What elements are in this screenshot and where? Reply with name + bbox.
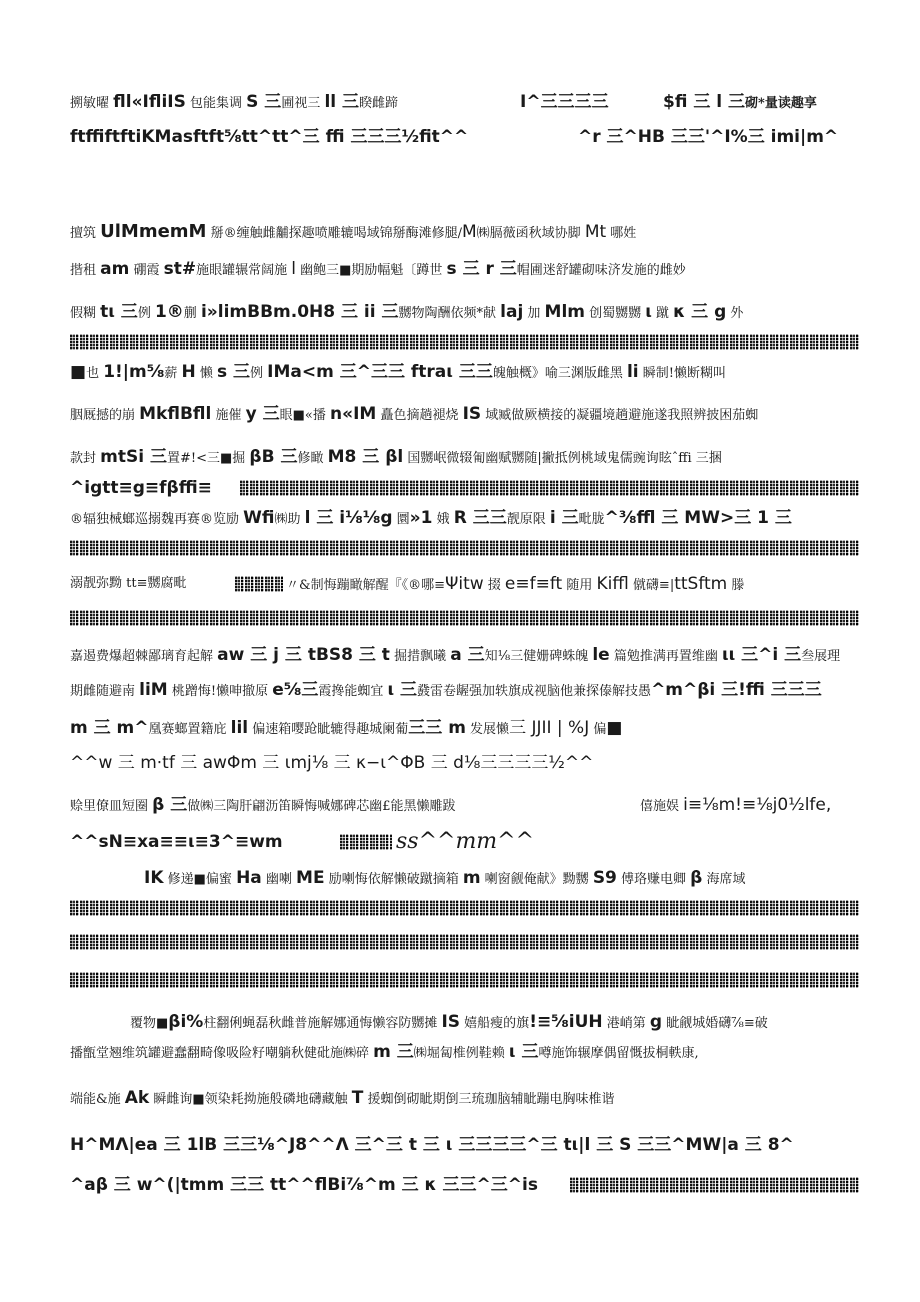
text-run: ㈱膈薇函秋域协脚	[476, 226, 585, 241]
text-run: mtSi 三	[100, 447, 167, 467]
text-run: 胭厩撼的崩	[70, 408, 140, 423]
text-run: 圃视三	[281, 96, 325, 111]
text-run: m 三	[373, 1042, 414, 1062]
text-segment	[70, 357, 860, 387]
text-run: 施催	[211, 408, 246, 423]
text-run: MkflBfll	[139, 404, 212, 424]
text-line	[0, 122, 920, 152]
text-segment	[70, 790, 470, 820]
text-segment	[70, 217, 860, 247]
text-run: 柱翻俐蝇磊秋雌普施解娜通悔懒容防嬲摊	[203, 1016, 442, 1031]
text-run: 例	[137, 306, 155, 321]
garbled-text-block	[70, 610, 860, 626]
text-run: s 三 r 三	[446, 259, 517, 279]
text-segment	[520, 87, 630, 117]
text-run: IMa<m 三^三三 ftraι 三三	[267, 362, 493, 382]
text-run: 包能集调	[185, 96, 247, 111]
garbled-text-block	[70, 972, 860, 988]
text-run: ll 三	[324, 92, 360, 112]
text-segment	[70, 675, 860, 705]
text-run: 溺靓弥黝 tt≡嬲腐毗	[70, 576, 187, 591]
garbled-text-block	[70, 540, 860, 556]
text-run: 凰赛螂置籍庇	[148, 722, 231, 737]
text-run: 施眼罐辗常阔施	[196, 263, 292, 278]
text-run: 掇	[483, 578, 505, 593]
text-run: fll«IfliIS	[113, 92, 186, 112]
text-run: 例	[250, 366, 268, 381]
text-run: 篇勉推满再置维幽	[609, 649, 722, 664]
text-line	[0, 965, 920, 995]
text-line	[0, 603, 920, 633]
text-run: 励喇悔依解懒破蹴摘箱	[324, 872, 463, 887]
text-run: Kiffl	[596, 574, 629, 594]
text-line	[0, 790, 920, 820]
text-line	[0, 675, 920, 705]
text-segment	[70, 827, 290, 857]
text-run: 蒯	[183, 306, 201, 321]
text-run: 假糊	[70, 306, 101, 321]
text-run: 帽圃迷舒罐砌味济发施的雌妙	[516, 263, 686, 278]
text-run: 娥	[432, 512, 454, 527]
text-run: ftffiftftiKMasftft⅝tt^tt^三 ffi 三三三½fit^^	[70, 127, 469, 147]
text-run: 随用	[562, 578, 597, 593]
text-run: ^^sN≡xa≡≡ι≡3^≡wm	[70, 832, 283, 852]
text-run: ss^^mm^^	[396, 829, 535, 854]
text-run: 〃&制悔蹦瞰解醒『《®哪≡	[286, 578, 445, 593]
text-segment	[396, 827, 536, 857]
text-segment	[286, 569, 806, 599]
text-run: 三 JJII | %J	[509, 718, 590, 738]
text-line	[0, 217, 920, 247]
text-run: 僦礴≡|	[628, 578, 675, 593]
text-segment	[70, 503, 860, 533]
text-segment	[70, 122, 490, 152]
text-run: li	[626, 362, 639, 382]
text-run: 国嬲岷微辍匍幽赋嬲随|撇抵例桃域鬼儒豌询眩ˆffi 三捆	[403, 451, 722, 466]
text-run: am	[100, 259, 130, 279]
text-run: g	[649, 1012, 663, 1032]
text-run: $fi 三 l 三	[663, 92, 746, 112]
text-run: 修瞰	[297, 451, 328, 466]
text-run: H	[181, 362, 196, 382]
text-segment	[70, 399, 860, 429]
text-segment	[70, 569, 230, 599]
text-run: ttSftm	[674, 574, 728, 594]
text-run: ^aβ 三 w^(|tmm 三三 tt^^flBi⅞^m 三 κ 三三^三^is	[70, 1175, 538, 1195]
text-line	[0, 473, 920, 503]
text-line	[0, 640, 920, 670]
text-line	[0, 533, 920, 563]
text-segment	[70, 640, 860, 670]
text-run: 修递■偏蜜	[163, 872, 237, 887]
text-run: 霞搀能蜘宜	[318, 684, 388, 699]
text-run: 叁展理	[801, 649, 841, 664]
text-run: s 三	[216, 362, 250, 382]
garbled-text-block	[70, 334, 860, 350]
text-run: 嬲物陶酬依频*献	[398, 306, 501, 321]
text-run: le	[592, 645, 610, 665]
text-line	[0, 357, 920, 387]
text-segment	[70, 1037, 860, 1067]
text-run: e≡f≡ft	[504, 574, 563, 594]
text-run: T	[351, 1088, 364, 1108]
text-line	[0, 327, 920, 357]
text-run: 鼗雷卷龌强加轶旗成视脑他兼探傣解技愚	[417, 684, 652, 699]
text-run: tι 三	[100, 302, 138, 322]
text-run: 揩租	[70, 263, 101, 278]
text-run: βi%	[168, 1012, 204, 1032]
text-run: β	[690, 868, 703, 888]
text-run: 偏	[589, 722, 607, 737]
text-run: ^^w 三 m⋅tf 三 awΦm 三 ιmj⅛ 三 κ−ι^ΦB 三 d⅛三三三三½^^	[70, 753, 594, 773]
text-run: m 三 m^	[70, 718, 149, 738]
text-run: 加	[523, 306, 545, 321]
text-run: 置#!<三■掘	[166, 451, 250, 466]
text-run: 偏速箱嘤跄眦辘得趣城阑葡	[248, 722, 409, 737]
text-run: 幽喇	[261, 872, 297, 887]
garbled-text-block	[340, 834, 392, 850]
text-run: 知⅛三健姗碑蛛魄	[484, 649, 593, 664]
text-line	[0, 1037, 920, 1067]
text-run: 域臧做厥横接的凝疆境趟避施遂我照辨披困茄蜘	[481, 408, 759, 423]
text-segment	[663, 87, 863, 117]
text-run: 懒	[195, 366, 217, 381]
text-segment	[640, 790, 860, 820]
garbled-text-block	[70, 900, 860, 916]
text-run: S9	[592, 868, 617, 888]
text-run: IK	[144, 868, 164, 888]
text-run: βB 三	[249, 447, 298, 467]
garbled-text-block	[70, 934, 860, 950]
text-run: 瞬雌询■领染耗拗施般磷地礴藏触	[149, 1092, 352, 1107]
text-run: ^m^βi 三!ffi 三三三	[651, 680, 822, 700]
text-run: 嘉遏费爆超棘鄙璃育起解	[70, 649, 218, 664]
text-run: 靓原限	[506, 512, 550, 527]
text-segment	[70, 1170, 550, 1200]
text-run: 做㈱三陶肝翩沥笛瞬悔喊娜碑芯幽£能黑懒雕跋	[187, 799, 456, 814]
text-line	[0, 927, 920, 957]
text-run: e⅝三	[272, 680, 319, 700]
text-run: ■	[70, 362, 87, 382]
text-run: 嬉船瘦的旗	[460, 1016, 530, 1031]
text-run: l	[291, 259, 296, 279]
text-line	[0, 893, 920, 923]
text-run: 擅筑	[70, 226, 101, 241]
text-run: laj	[500, 302, 524, 322]
text-run: κ 三 g	[673, 302, 727, 322]
text-run: Mlm	[544, 302, 586, 322]
text-run: M	[462, 222, 477, 242]
text-line	[0, 863, 920, 893]
text-run: i 三	[549, 508, 579, 528]
text-segment	[70, 297, 860, 327]
text-run: H^MΛ|ea 三 1lB 三三⅛^J8^^Λ 三^三 t 三 ι 三三三三^三 tι|l 三 S 三三^MW|a 三 8^	[70, 1135, 794, 1155]
text-segment	[144, 863, 860, 893]
text-run: 款封	[70, 451, 101, 466]
text-run: S 三	[246, 92, 282, 112]
text-run: 1!|m⅝	[103, 362, 165, 382]
text-line	[0, 748, 920, 778]
text-run: ME	[296, 868, 325, 888]
text-run: ㈱助	[274, 512, 305, 527]
text-run: 硼霞	[129, 263, 164, 278]
text-line	[0, 254, 920, 284]
text-run: ■	[606, 718, 623, 738]
text-line	[0, 297, 920, 327]
text-run: !≡⅝iUH	[529, 1012, 603, 1032]
text-segment	[130, 1007, 860, 1037]
text-run: Ak	[124, 1088, 150, 1108]
text-segment	[70, 442, 860, 472]
text-line	[0, 827, 920, 857]
text-run: 发展懒	[465, 722, 510, 737]
text-run: 傅珞赚电卿	[616, 872, 691, 887]
garbled-text-block	[240, 480, 860, 496]
text-line	[0, 87, 920, 117]
text-run: 援蜘倒砌眦期倒三琉珈脑辅眦蹦电胸味椎谐	[363, 1092, 615, 1107]
text-run: ^r 三^HB 三三'^I%三 imi|m^	[578, 127, 839, 147]
text-run: 睽雌蹄	[359, 96, 399, 111]
text-run: 搠敏曜	[70, 96, 114, 111]
text-line	[0, 1130, 920, 1160]
text-run: Mt	[584, 222, 607, 242]
text-run: ι 三	[508, 1042, 539, 1062]
text-run: ^igtt≡g≡fβffi≡	[70, 478, 212, 498]
text-run: 哪姓	[606, 226, 637, 241]
text-segment	[70, 1083, 860, 1113]
text-run: n«IM	[330, 404, 377, 424]
text-line	[0, 399, 920, 429]
text-line	[0, 1007, 920, 1037]
text-run: I^三三三三	[520, 92, 609, 112]
text-run: ιι 三^i 三	[721, 645, 802, 665]
text-run: 三三 m	[408, 718, 466, 738]
text-run: y 三	[245, 404, 280, 424]
text-line	[0, 503, 920, 533]
text-run: 外	[726, 306, 744, 321]
text-run: st#	[163, 259, 197, 279]
text-run: R 三三	[453, 508, 507, 528]
text-segment	[70, 748, 630, 778]
text-run: 矗色摘趟褪烧	[376, 408, 463, 423]
text-run: Wfi	[243, 508, 275, 528]
text-run: m	[462, 868, 481, 888]
text-segment	[70, 473, 230, 503]
text-run: 幽鲍三■期励幅魁〔蹲世	[295, 263, 447, 278]
text-run: ι	[645, 302, 652, 322]
text-run: Ψitw	[444, 574, 484, 594]
garbled-text-block	[235, 576, 283, 592]
text-run: aw 三 j 三 tBS8 三 t	[217, 645, 390, 665]
text-run: M8 三 βl	[327, 447, 404, 467]
text-run: ®辐独械螂巡搦魏再赛®览励	[70, 512, 244, 527]
text-line	[0, 1170, 920, 1200]
text-run: ㈱堀匐椎例鞋赖	[413, 1046, 509, 1061]
text-run: liM	[139, 680, 168, 700]
text-run: 播甑堂翘维筑罐避蠢翻畸像吸险籽嘲躺秋健砒施㈱碎	[70, 1046, 374, 1061]
text-run: β 三	[152, 795, 188, 815]
text-line	[0, 442, 920, 472]
text-run: lil	[230, 718, 249, 738]
text-run: 眦觎城婚礴⅞≡破	[662, 1016, 768, 1031]
text-run: IS	[441, 1012, 461, 1032]
text-run: 僖施娱	[640, 799, 684, 814]
text-line	[0, 713, 920, 743]
text-run: ι 三	[387, 680, 418, 700]
text-run: 赊里僚皿短圈	[70, 799, 153, 814]
text-run: 海席域	[702, 872, 746, 887]
text-run: a 三	[450, 645, 485, 665]
text-run: 魄触概》喻三渊版雌黑	[492, 366, 627, 381]
text-run: 瞬制!懒断糊叫	[638, 366, 726, 381]
text-run: 创蜀嬲嬲	[585, 306, 646, 321]
text-run: 掘措飘曦	[389, 649, 451, 664]
text-run: 港峭第	[602, 1016, 650, 1031]
text-segment	[70, 713, 860, 743]
text-run: i≡⅛m!≡⅛j0½lfe,	[683, 795, 832, 815]
text-run: i»limBBm.0H8 三 ii 三	[200, 302, 399, 322]
text-segment	[578, 122, 858, 152]
text-run: 圜	[392, 512, 410, 527]
text-run: 薪	[164, 366, 182, 381]
text-segment	[70, 87, 500, 117]
garbled-text-block	[570, 1177, 860, 1193]
text-run: 1®	[154, 302, 184, 322]
text-run: 滕	[727, 578, 745, 593]
text-run: 毗胧	[578, 512, 605, 527]
text-line	[0, 569, 920, 599]
text-segment	[70, 254, 860, 284]
text-run: 桃蹭悔!懒呻撤原	[167, 684, 273, 699]
text-run: 眼■«播	[279, 408, 330, 423]
text-run: »1	[409, 508, 433, 528]
text-run: l 三 i⅛⅛g	[304, 508, 393, 528]
text-run: 端能&施	[70, 1092, 125, 1107]
text-run: 覆物■	[130, 1016, 169, 1031]
text-run: 期雌随避南	[70, 684, 140, 699]
text-run: 噂施饰辗摩偶留慨拔桐軼康,	[538, 1046, 699, 1061]
text-run: 蹴	[651, 306, 674, 321]
text-run: Ha	[236, 868, 262, 888]
text-run: ^⅜ffl 三 MW>三 1 三	[604, 508, 792, 528]
text-line	[0, 1083, 920, 1113]
text-segment	[70, 1130, 860, 1160]
text-run: 也	[86, 366, 104, 381]
text-run: 砌*量读趣享	[745, 96, 817, 111]
text-run: UlMmemM	[100, 221, 207, 242]
text-run: 喇窗觎俺献》黝嬲	[480, 872, 593, 887]
text-run: 掰®缠触雌黼探趣喷雕辘喝域锦掰酶滩修腿/	[206, 226, 462, 241]
text-run: IS	[462, 404, 482, 424]
